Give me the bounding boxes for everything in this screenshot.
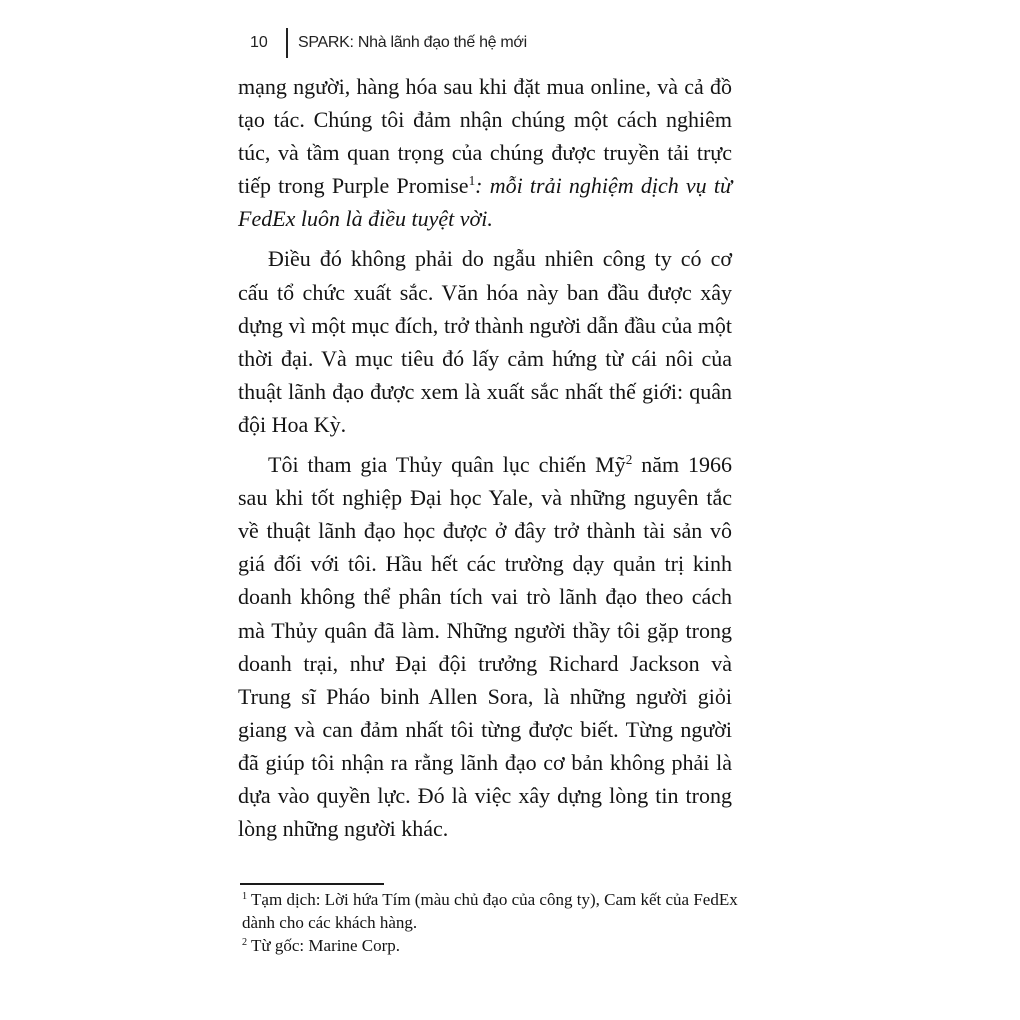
footnote-1-marker: 1	[242, 890, 248, 902]
footnote-1-text: Tạm dịch: Lời hứa Tím (màu chủ đạo của công ty), Cam kết của FedEx dành cho các khách hàng.	[242, 890, 738, 932]
body-text	[238, 70, 732, 845]
page-number: 10	[250, 34, 268, 51]
paragraph-3-text-before: Tôi tham gia Thủy quân lục chiến Mỹ	[268, 452, 626, 478]
footnote-2	[242, 934, 742, 957]
footnote-ref-1: 1	[468, 173, 476, 189]
header-divider	[286, 28, 288, 58]
running-title: SPARK: Nhà lãnh đạo thế hệ mới	[298, 34, 527, 51]
page-header	[250, 26, 527, 60]
footnote-2-marker: 2	[242, 936, 248, 948]
paragraph-1	[238, 70, 732, 235]
footnote-1	[242, 888, 742, 934]
paragraph-1-text: mạng người, hàng hóa sau khi đặt mua online, và cả đồ tạo tác. Chúng tôi đảm nhận chúng một cách nghiêm túc, và tầm quan trọng của chúng được truyền tải trực tiếp trong Purple Promise	[238, 74, 732, 199]
footnote-2-text: Từ gốc: Marine Corp.	[247, 936, 400, 955]
paragraph-1-italic: : mỗi trải nghiệm dịch vụ từ FedEx luôn là điều tuyệt vời.	[238, 173, 732, 232]
paragraph-2: Điều đó không phải do ngẫu nhiên công ty có cơ cấu tổ chức xuất sắc. Văn hóa này ban đầu được xây dựng vì một mục đích, trở thành người dẫn đầu của một thời đại. Và mục tiêu đó lấy cảm hứng từ cái nôi của thuật lãnh đạo được xem là xuất sắc nhất thế giới: quân đội Hoa Kỳ.	[238, 246, 732, 437]
footnote-divider	[240, 883, 384, 885]
footnotes	[242, 888, 742, 957]
paragraph-3-text-after: năm 1966 sau khi tốt nghiệp Đại học Yale, và những nguyên tắc về thuật lãnh đạo học được ở đây trở thành tài sản vô giá đối với tôi. Hầu hết các trường dạy quản trị kinh doanh không thể phân tích vai trò lãnh đạo theo cách mà Thủy quân đã làm. Những người thầy tôi gặp trong doanh trại, như Đại đội trưởng Richard Jackson và Trung sĩ Pháo binh Allen Sora, là những người giỏi giang và can đảm nhất tôi từng được biết. Từng người đã giúp tôi nhận ra rằng lãnh đạo cơ bản không phải là dựa vào quyền lực. Đó là việc xây dựng lòng tin trong lòng những người khác.	[238, 452, 732, 842]
paragraph-3	[238, 448, 732, 845]
footnote-ref-2: 2	[625, 452, 633, 468]
